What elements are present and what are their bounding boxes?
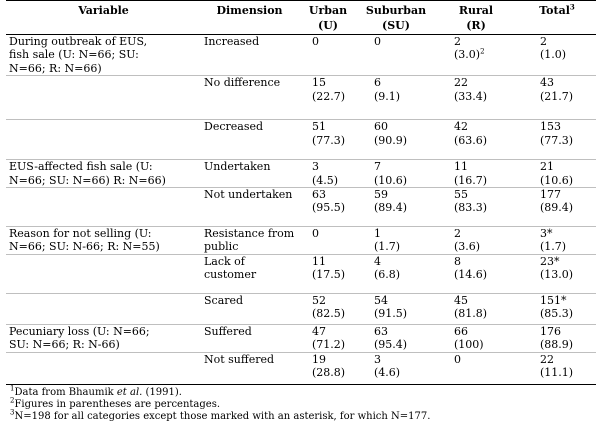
urban-cell: 47 (71.2) (312, 324, 346, 352)
dimension-cell: Undertaken (204, 160, 271, 174)
suburban-cell: 59 (89.4) (374, 188, 408, 215)
header-urban: Urban (U) (308, 4, 348, 32)
variable-cell (6, 188, 201, 227)
total-cell: 153 (77.3) (540, 120, 574, 147)
suburban-cell: 3 (4.6) (374, 352, 401, 380)
suburban-cell: 1 (1.7) (374, 227, 401, 254)
suburban-cell: 0 (374, 35, 381, 48)
variable-cell (6, 76, 201, 120)
table-row (6, 188, 596, 227)
dimension-cell: Not undertaken (204, 188, 293, 202)
rural-cell: 2 (3.6) (454, 227, 481, 254)
footnote-2: $^2$Figures in parentheses are percentages. (10, 396, 221, 410)
variable-cell: Reason for not selling (U: N=66; SU: N-66; R: N=55) (9, 227, 160, 254)
variable-cell: During outbreak of EUS, fish sale (U: N=66; SU: N=66; R: N=66) (9, 35, 148, 75)
suburban-cell: 6 (9.1) (374, 76, 401, 103)
table-row (6, 227, 596, 255)
total-cell: 176 (88.9) (540, 324, 574, 352)
rural-cell: 66 (100) (454, 324, 484, 352)
rural-cell: 42 (63.6) (454, 120, 488, 147)
table-row (6, 352, 596, 384)
variable-cell (6, 352, 201, 384)
dimension-cell: Decreased (204, 120, 264, 134)
total-cell: 151* (85.3) (540, 293, 574, 321)
rural-cell: 22 (33.4) (454, 76, 488, 103)
total-cell: 3* (1.7) (540, 227, 567, 254)
total-cell: 2 (1.0) (540, 35, 567, 62)
table-row (6, 254, 596, 293)
total-cell: 177 (89.4) (540, 188, 574, 215)
urban-cell: 0 (312, 35, 319, 48)
urban-cell: 3 (4.5) (312, 160, 339, 187)
rural-cell: 8 (14.6) (454, 254, 488, 282)
table-row (6, 76, 596, 120)
header-total: Total$^3$ (539, 2, 575, 17)
variable-cell (6, 120, 201, 160)
table-row (6, 160, 596, 188)
eus-fish-sale-table (6, 0, 596, 385)
dimension-cell: Resistance from public (204, 227, 295, 254)
header-suburban: Suburban (SU) (365, 4, 427, 32)
rural-cell: 2 $(3.0)^2$ (454, 35, 485, 62)
dimension-cell: Not suffered (204, 352, 275, 366)
urban-cell: 52 (82.5) (312, 293, 346, 321)
rural-cell: 0 (454, 352, 461, 366)
rural-cell: 55 (83.3) (454, 188, 488, 215)
header-dimension: Dimension (216, 4, 283, 17)
urban-cell: 0 (312, 227, 319, 241)
header-variable: Variable (78, 4, 129, 17)
footnote-3: $^3$N=198 for all categories except those marked with an asterisk, for which N=177. (10, 408, 431, 422)
total-cell: 21 (10.6) (540, 160, 574, 187)
dimension-cell: Suffered (204, 324, 252, 338)
urban-cell: 51 (77.3) (312, 120, 346, 147)
table-row (6, 324, 596, 352)
dimension-cell: No difference (204, 76, 281, 90)
total-cell: 23* (13.0) (540, 254, 574, 282)
variable-cell: EUS-affected fish sale (U: N=66; SU: N=66) R: N=66) (9, 160, 166, 187)
total-cell: 22 (11.1) (540, 352, 574, 380)
variable-cell: Pecuniary loss (U: N=66; SU: N=66; R: N-66) (9, 324, 150, 352)
rural-cell: 11 (16.7) (454, 160, 488, 187)
suburban-cell: 63 (95.4) (374, 324, 408, 352)
header-row (6, 1, 596, 35)
urban-cell: 63 (95.5) (312, 188, 346, 215)
urban-cell: 11 (17.5) (312, 254, 346, 282)
dimension-cell: Increased (204, 35, 260, 48)
dimension-cell: Lack of customer (204, 254, 257, 282)
total-cell: 43 (21.7) (540, 76, 574, 103)
suburban-cell: 4 (6.8) (374, 254, 401, 282)
variable-cell (6, 254, 201, 293)
dimension-cell: Scared (204, 293, 244, 307)
footnote-1: $^1$Data from Bhaumik et al. (1991). (10, 384, 182, 398)
table-body (6, 35, 596, 385)
urban-cell: 19 (28.8) (312, 352, 346, 380)
suburban-cell: 7 (10.6) (374, 160, 408, 187)
suburban-cell: 54 (91.5) (374, 293, 408, 321)
table-row (6, 293, 596, 324)
header-rural: Rural (R) (458, 4, 494, 32)
suburban-cell: 60 (90.9) (374, 120, 408, 147)
table-row (6, 35, 596, 76)
urban-cell: 15 (22.7) (312, 76, 346, 103)
table-row (6, 120, 596, 160)
variable-cell (6, 293, 201, 324)
rural-cell: 45 (81.8) (454, 293, 488, 321)
footnotes (6, 384, 596, 423)
data-table-container (6, 0, 596, 423)
